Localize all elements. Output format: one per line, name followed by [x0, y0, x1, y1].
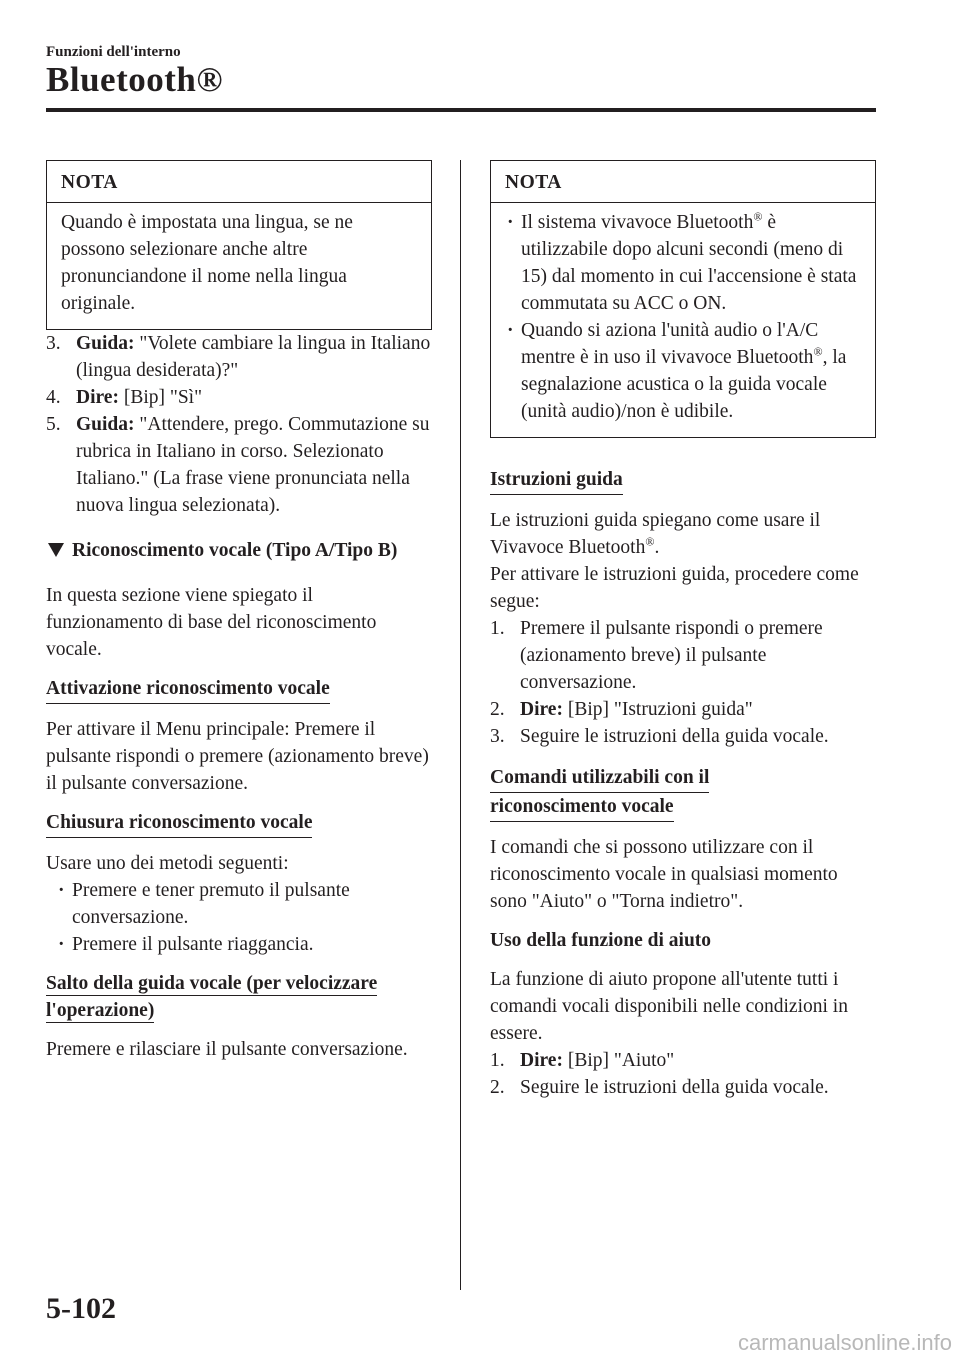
subhead-aiuto: Uso della funzione di aiuto — [490, 930, 712, 951]
nota-text: Quando è impostata una lingua, se ne possono selezionare anche altre pronunciandone il nome nella lingua originale. — [61, 212, 353, 314]
step-3: 3. Seguire le istruzioni della guida vocale. — [490, 726, 829, 747]
step-2: 2. Dire: [Bip] "Istruzioni guida" — [490, 699, 753, 720]
header-rule — [46, 108, 876, 112]
step-5: 5. Guida: "Attendere, prego. Commutazione su rubrica in Italiano in corso. Selezionato Italiano." (La frase viene pronunciata nella nuova lingua selezionata). — [46, 414, 430, 516]
activation-text: Per attivare il Menu principale: Premere il pulsante rispondi o premere (azionamento breve) il pulsante conversazione. — [46, 719, 429, 794]
subhead-activation: Attivazione riconoscimento vocale — [46, 675, 330, 704]
triangle-down-icon — [48, 543, 64, 557]
subhead-comandi: Comandi utilizzabili con il — [490, 764, 709, 793]
aiuto-steps — [490, 1047, 876, 1101]
page-number: 5-102 — [46, 1292, 116, 1325]
left-column — [46, 160, 432, 1063]
step-3: 3. Guida: "Volete cambiare la lingua in Italiano (lingua desiderata)?" — [46, 333, 431, 381]
right-column — [490, 160, 876, 1101]
page-title: Bluetooth® — [46, 60, 223, 99]
step-1: 1. Premere il pulsante rispondi o premere (azionamento breve) il pulsante conversazione. — [490, 618, 823, 693]
list-item: · Premere il pulsante riaggancia. — [56, 931, 432, 958]
step-2: 2. Seguire le istruzioni della guida vocale. — [490, 1077, 829, 1098]
istruzioni-text: Le istruzioni guida spiegano come usare il Vivavoce Bluetooth®. — [490, 510, 821, 558]
list-item: · Premere e tener premuto il pulsante conversazione. — [56, 877, 432, 931]
list-item: · Quando si aziona l'unità audio o l'A/C mentre è in uso il vivavoce Bluetooth®, la segnalazione acustica o la guida vocale (unità audio)/non è udibile. — [505, 317, 861, 425]
column-divider — [460, 160, 461, 1290]
subhead-comandi-2: riconoscimento vocale — [490, 793, 674, 822]
subhead-closing: Chiusura riconoscimento vocale — [46, 809, 312, 838]
closing-bullets — [46, 877, 432, 958]
watermark: carmanualsonline.info — [737, 1330, 952, 1355]
aiuto-text: La funzione di aiuto propone all'utente tutti i comandi vocali disponibili nelle condizioni in essere. — [490, 969, 848, 1044]
istruzioni-text-2: Per attivare le istruzioni guida, procedere come segue: — [490, 564, 859, 612]
closing-intro: Usare uno dei metodi seguenti: — [46, 853, 289, 874]
language-steps — [46, 330, 432, 519]
comandi-text: I comandi che si possono utilizzare con il riconoscimento vocale in qualsiasi momento sono "Aiuto" o "Torna indietro". — [490, 837, 838, 912]
list-item: · Il sistema vivavoce Bluetooth® è utilizzabile dopo alcuni secondi (meno di 15) dal momento in cui l'accensione è stata commutata su ACC o ON. — [505, 209, 861, 317]
nota-box-right — [490, 160, 876, 438]
subhead-istruzioni: Istruzioni guida — [490, 466, 623, 495]
section-heading: Riconoscimento vocale (Tipo A/Tipo B) — [46, 537, 432, 564]
section-label: Funzioni dell'interno — [46, 44, 181, 60]
subhead-skip: Salto della guida vocale (per velocizzare l'operazione) — [46, 973, 378, 1021]
nota-box-left — [46, 160, 432, 330]
step-4: 4. Dire: [Bip] "Sì" — [46, 387, 203, 408]
skip-text: Premere e rilasciare il pulsante conversazione. — [46, 1039, 408, 1060]
intro-text: In questa sezione viene spiegato il funzionamento di base del riconoscimento vocale. — [46, 585, 377, 660]
nota-heading: NOTA — [491, 161, 875, 203]
istruzioni-steps — [490, 615, 876, 750]
step-1: 1. Dire: [Bip] "Aiuto" — [490, 1050, 675, 1071]
nota-heading: NOTA — [47, 161, 431, 203]
